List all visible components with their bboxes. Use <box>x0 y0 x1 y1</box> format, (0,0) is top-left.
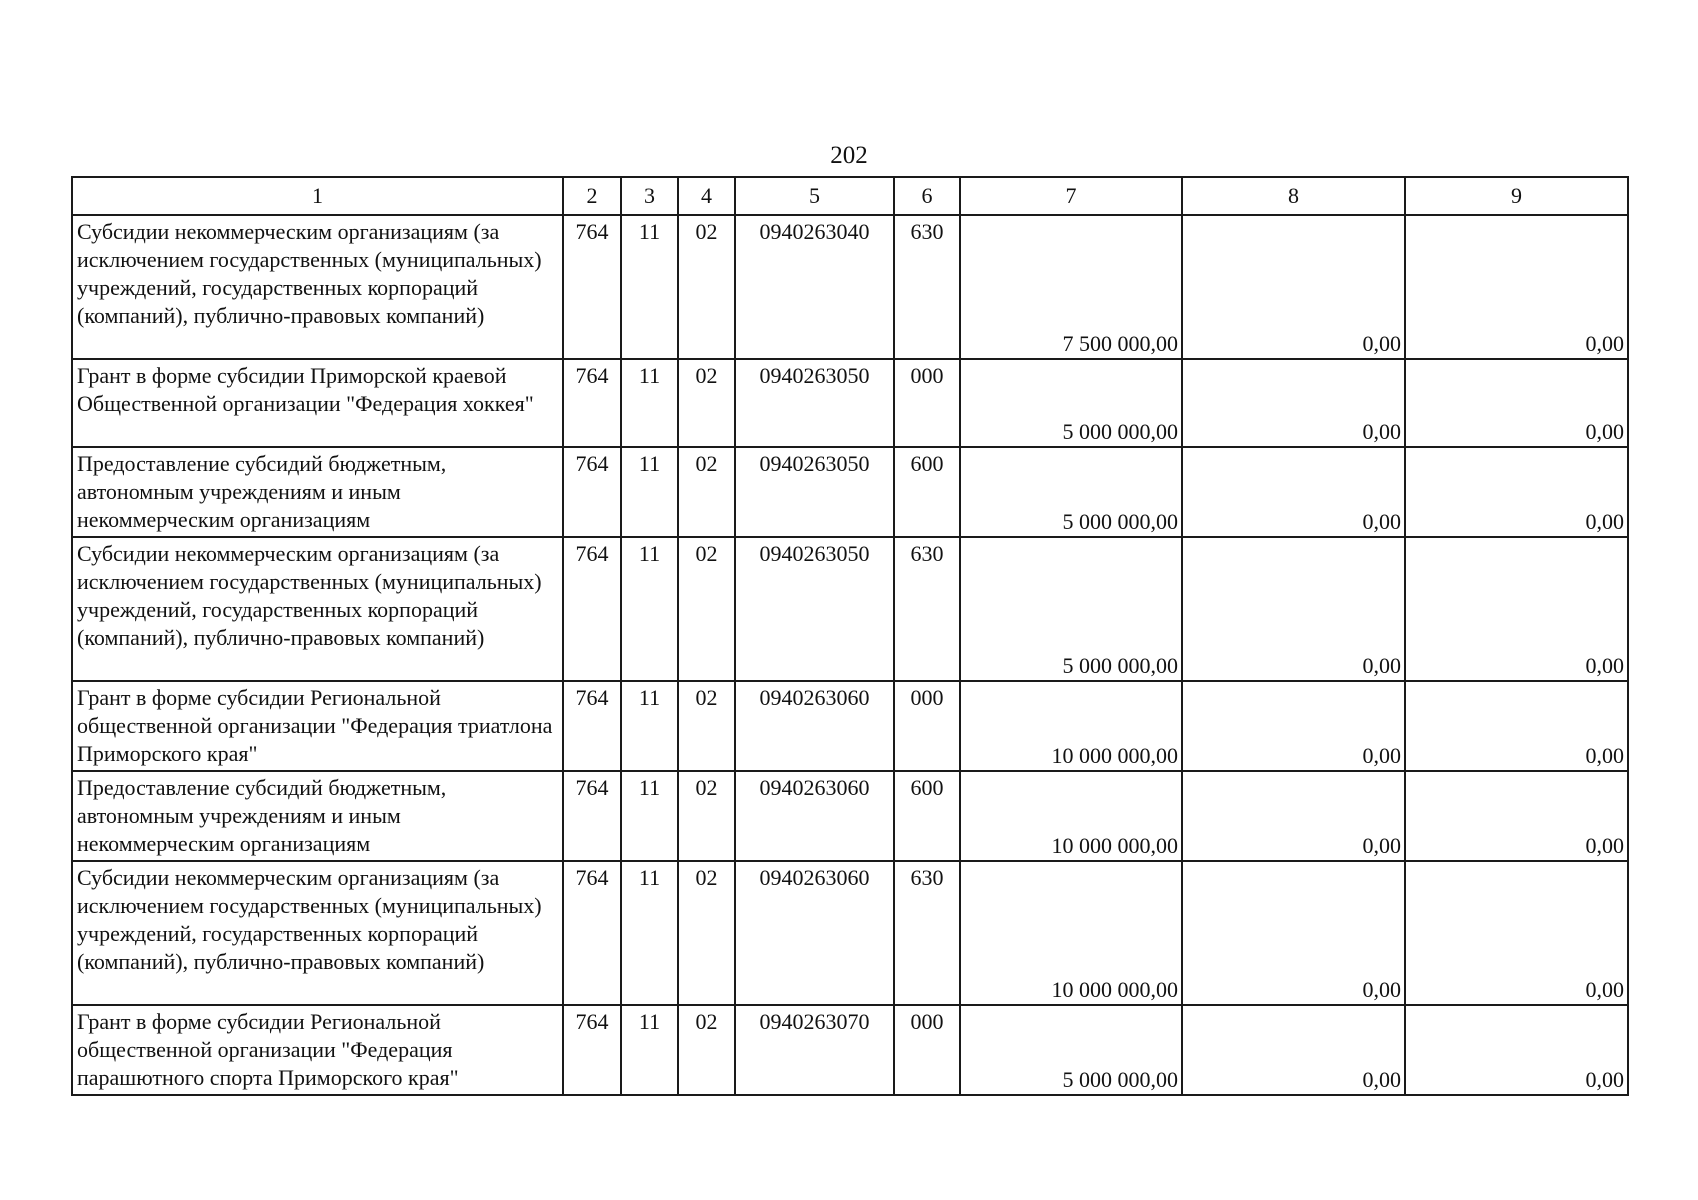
subsection-code: 02 <box>678 681 735 771</box>
amount-year-1: 5 000 000,00 <box>960 447 1182 537</box>
table-row <box>72 215 1628 359</box>
ministry-code: 764 <box>563 1005 621 1095</box>
subsection-code: 02 <box>678 447 735 537</box>
ministry-code: 764 <box>563 447 621 537</box>
table-row <box>72 861 1628 1005</box>
amount-year-1: 10 000 000,00 <box>960 771 1182 861</box>
ministry-code: 764 <box>563 681 621 771</box>
subsection-code: 02 <box>678 215 735 359</box>
expense-type-code: 600 <box>894 447 960 537</box>
expense-type-code: 600 <box>894 771 960 861</box>
subsection-code: 02 <box>678 1005 735 1095</box>
section-code: 11 <box>621 447 678 537</box>
page-number: 202 <box>830 142 868 169</box>
ministry-code: 764 <box>563 537 621 681</box>
item-name: Предоставление субсидий бюджетным, автономным учреждениям и иным некоммерческим организациям <box>72 447 563 537</box>
amount-year-3: 0,00 <box>1405 447 1628 537</box>
amount-year-2: 0,00 <box>1182 861 1405 1005</box>
column-number: 1 <box>72 177 563 215</box>
expense-type-code: 000 <box>894 681 960 771</box>
item-name: Субсидии некоммерческим организациям (за исключением государственных (муниципальных) учреждений, государственных корпораций (компаний), публично-правовых компаний) <box>72 861 563 1005</box>
target-item-code: 0940263060 <box>735 681 894 771</box>
expense-type-code: 630 <box>894 215 960 359</box>
amount-year-2: 0,00 <box>1182 1005 1405 1095</box>
target-item-code: 0940263050 <box>735 359 894 447</box>
item-name: Грант в форме субсидии Региональной общественной организации "Федерация парашютного спорта Приморского края" <box>72 1005 563 1095</box>
column-number: 9 <box>1405 177 1628 215</box>
section-code: 11 <box>621 771 678 861</box>
section-code: 11 <box>621 1005 678 1095</box>
section-code: 11 <box>621 861 678 1005</box>
target-item-code: 0940263060 <box>735 771 894 861</box>
amount-year-3: 0,00 <box>1405 771 1628 861</box>
target-item-code: 0940263050 <box>735 447 894 537</box>
column-number: 3 <box>621 177 678 215</box>
amount-year-2: 0,00 <box>1182 537 1405 681</box>
budget-table <box>71 176 1629 1096</box>
item-name: Предоставление субсидий бюджетным, автономным учреждениям и иным некоммерческим организациям <box>72 771 563 861</box>
expense-type-code: 630 <box>894 537 960 681</box>
target-item-code: 0940263040 <box>735 215 894 359</box>
item-name: Грант в форме субсидии Региональной общественной организации "Федерация триатлона Приморского края" <box>72 681 563 771</box>
column-number: 6 <box>894 177 960 215</box>
amount-year-1: 7 500 000,00 <box>960 215 1182 359</box>
table-row <box>72 537 1628 681</box>
amount-year-2: 0,00 <box>1182 771 1405 861</box>
amount-year-3: 0,00 <box>1405 1005 1628 1095</box>
column-number-header <box>72 177 1628 215</box>
amount-year-1: 10 000 000,00 <box>960 681 1182 771</box>
column-number: 2 <box>563 177 621 215</box>
item-name: Субсидии некоммерческим организациям (за исключением государственных (муниципальных) учреждений, государственных корпораций (компаний), публично-правовых компаний) <box>72 215 563 359</box>
amount-year-2: 0,00 <box>1182 681 1405 771</box>
amount-year-3: 0,00 <box>1405 215 1628 359</box>
target-item-code: 0940263070 <box>735 1005 894 1095</box>
amount-year-1: 10 000 000,00 <box>960 861 1182 1005</box>
amount-year-3: 0,00 <box>1405 861 1628 1005</box>
expense-type-code: 000 <box>894 359 960 447</box>
table-row <box>72 1005 1628 1095</box>
table-row <box>72 681 1628 771</box>
amount-year-3: 0,00 <box>1405 537 1628 681</box>
ministry-code: 764 <box>563 215 621 359</box>
subsection-code: 02 <box>678 861 735 1005</box>
ministry-code: 764 <box>563 771 621 861</box>
amount-year-2: 0,00 <box>1182 447 1405 537</box>
amount-year-1: 5 000 000,00 <box>960 1005 1182 1095</box>
amount-year-1: 5 000 000,00 <box>960 359 1182 447</box>
column-number: 4 <box>678 177 735 215</box>
amount-year-2: 0,00 <box>1182 359 1405 447</box>
expense-type-code: 630 <box>894 861 960 1005</box>
ministry-code: 764 <box>563 359 621 447</box>
table-row <box>72 447 1628 537</box>
table-row <box>72 771 1628 861</box>
subsection-code: 02 <box>678 771 735 861</box>
section-code: 11 <box>621 215 678 359</box>
item-name: Грант в форме субсидии Приморской краевой Общественной организации "Федерация хоккея" <box>72 359 563 447</box>
amount-year-3: 0,00 <box>1405 681 1628 771</box>
expense-type-code: 000 <box>894 1005 960 1095</box>
section-code: 11 <box>621 681 678 771</box>
subsection-code: 02 <box>678 537 735 681</box>
column-number: 8 <box>1182 177 1405 215</box>
target-item-code: 0940263060 <box>735 861 894 1005</box>
subsection-code: 02 <box>678 359 735 447</box>
section-code: 11 <box>621 537 678 681</box>
table-row <box>72 359 1628 447</box>
section-code: 11 <box>621 359 678 447</box>
ministry-code: 764 <box>563 861 621 1005</box>
amount-year-1: 5 000 000,00 <box>960 537 1182 681</box>
item-name: Субсидии некоммерческим организациям (за исключением государственных (муниципальных) учреждений, государственных корпораций (компаний), публично-правовых компаний) <box>72 537 563 681</box>
amount-year-3: 0,00 <box>1405 359 1628 447</box>
column-number: 5 <box>735 177 894 215</box>
target-item-code: 0940263050 <box>735 537 894 681</box>
column-number: 7 <box>960 177 1182 215</box>
amount-year-2: 0,00 <box>1182 215 1405 359</box>
